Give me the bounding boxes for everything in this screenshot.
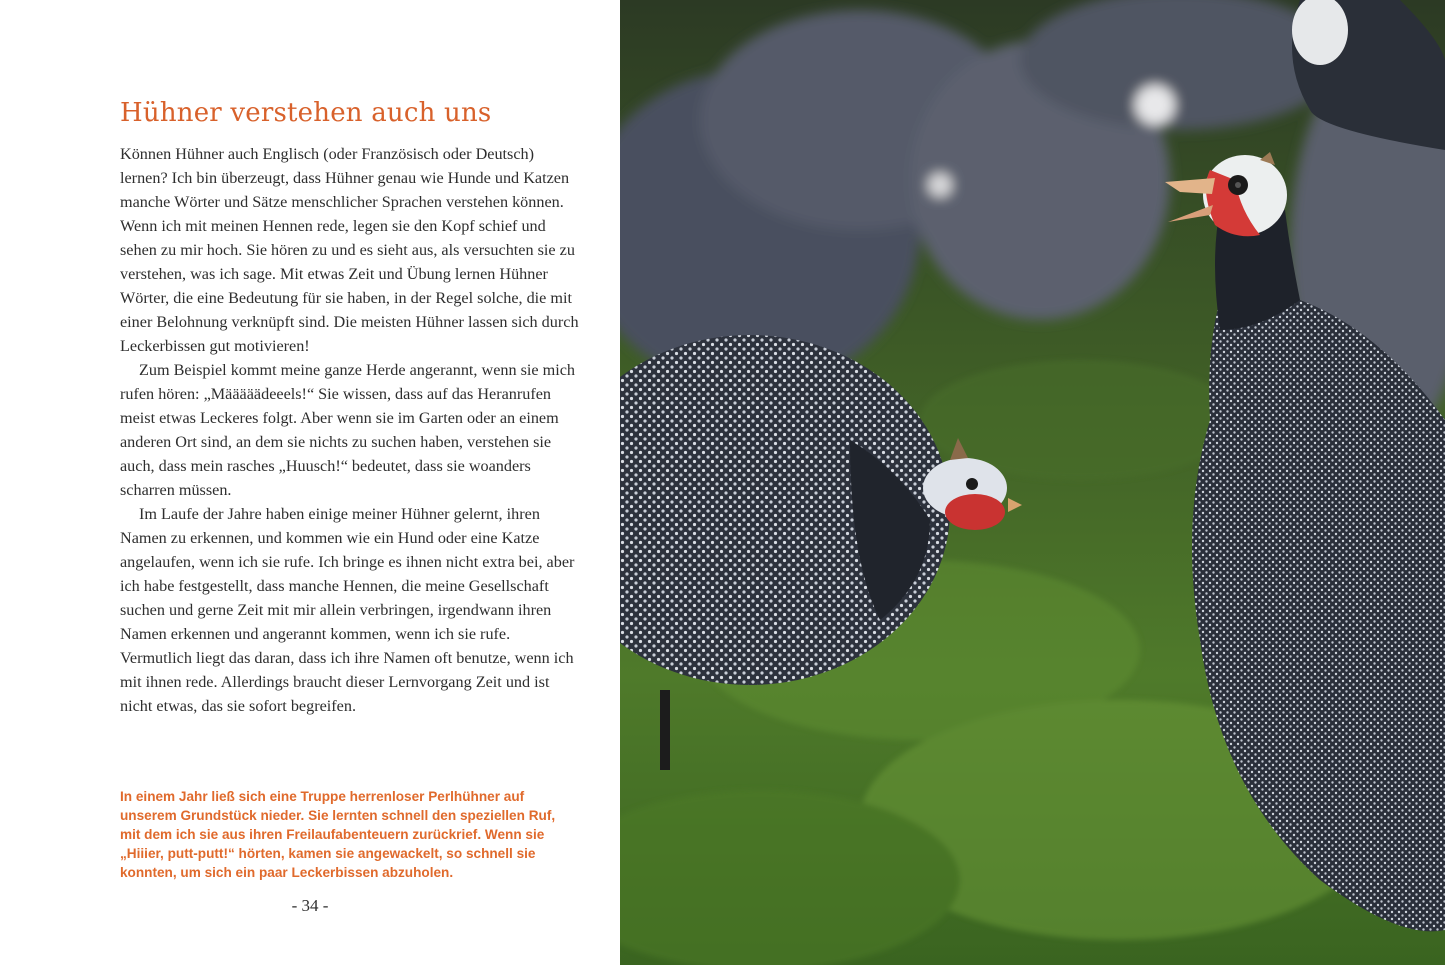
page-title: Hühner verstehen auch uns — [120, 98, 492, 128]
guineafowl-photo — [620, 0, 1445, 965]
paragraph-1: Können Hühner auch Englisch (oder Französisch oder Deutsch) lernen? Ich bin überzeugt, dass Hühner genau wie Hunde und Katzen manche Wörter und Sätze menschlicher Sprachen verstehen können. Wenn ich mit meinen Hennen rede, legen sie den Kopf schief und sehen zu mir hoch. Sie hören zu und es sieht aus, als versuchten sie zu verstehen, was ich sage. Mit etwas Zeit und Übung lernen Hühner Wörter, die eine Bedeutung für sie haben, in der Regel solche, die mit einer Belohnung verknüpft sind. Die meisten Hühner lassen sich durch Leckerbissen gut motivieren! — [120, 145, 579, 355]
sidebar-note: In einem Jahr ließ sich eine Truppe herrenloser Perlhühner auf unserem Grundstück nieder. Sie lernten schnell den speziellen Ruf, mit dem ich sie aus ihren Freilaufabenteuern zurückrief. Wenn sie „Hiiier, putt-putt!“ hörten, kamen sie angewackelt, so schnell sie konnten, um sich ein paar Leckerbissen abzuholen. — [120, 789, 556, 880]
left-page — [0, 0, 620, 965]
paragraph-2: Zum Beispiel kommt meine ganze Herde angerannt, wenn sie mich rufen hören: „Määääädeeels!“ Sie wissen, dass auf das Heranrufen meist etwas Leckeres folgt. Aber wenn sie im Garten oder an einem anderen Ort sind, an dem sie nichts zu suchen haben, verstehen sie auch, dass mein rasches „Huusch!“ bedeutet, dass sie woanders scharren müssen. — [120, 361, 576, 499]
paragraph-3: Im Laufe der Jahre haben einige meiner Hühner gelernt, ihren Namen zu erkennen, und kommen wie ein Hund oder eine Katze angelaufen, wenn ich sie rufe. Ich bringe es ihnen nicht extra bei, aber ich habe festgestellt, dass manche Hennen, die meine Gesellschaft suchen und gerne Zeit mit mir allein verbringen, irgendwann ihren Namen erkennen und angerannt kommen, wenn ich sie rufe. Vermutlich liegt das daran, dass ich ihre Namen oft benutze, wenn ich mit ihnen rede. Allerdings braucht dieser Lernvorgang Zeit und ist nicht etwas, das sie sofort begreifen. — [120, 505, 575, 715]
body-text — [120, 142, 582, 718]
page-number: - 34 - — [291, 896, 329, 915]
